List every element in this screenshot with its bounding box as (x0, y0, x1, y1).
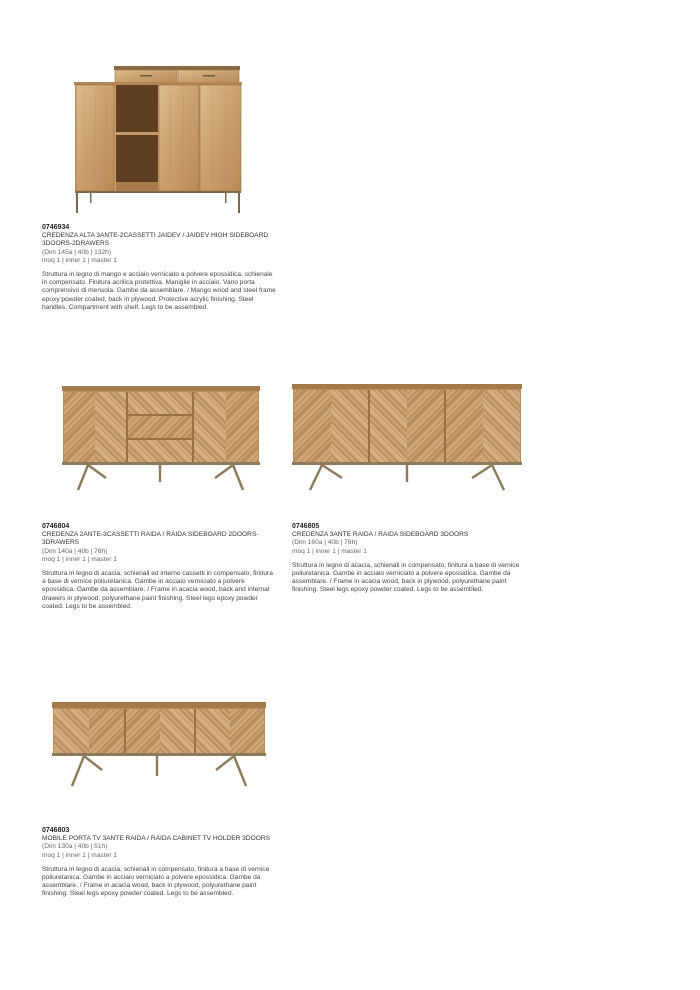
product-dimensions: (Dim 140a | 40b | 76h) (42, 547, 108, 555)
product-dimensions: (Dim 130a | 40b | 51h) (42, 843, 108, 851)
product-moq: moq 1 | inner 1 | master 1 (42, 256, 117, 264)
product-photo-raida-sideboard-2doors-3drawers (58, 382, 263, 497)
product-dimensions: (Dim 145a | 40b | 132h) (42, 248, 112, 256)
product-code: 0746805 (292, 523, 320, 530)
product-title: CREDENZA 2ANTE-3CASSETTI RAIDA / RAIDA SIDEBOARD 2DOORS-3DRAWERS (42, 531, 259, 547)
product-moq: moq 1 | inner 1 | master 1 (42, 555, 117, 563)
product-photo-raida-sideboard-3doors (288, 380, 526, 495)
product-title: CREDENZA 3ANTE RAIDA / RAIDA SIDEBOARD 3DOORS (292, 531, 469, 539)
product-moq: moq 1 | inner 1 | master 1 (292, 547, 367, 555)
product-description: Struttura in legno di acacia, schienali in compensato, finitura a base di vernice poliuretanica. Gambe in acciaio verniciato a polvere epossidica. Gambe da assemblare. / Frame in acacia wood, back in plywood, polyurethane paint finishing. Steel legs epoxy powder coated. Legs to be assembled. (42, 865, 270, 898)
product-code: 0746803 (42, 827, 70, 834)
product-description: Struttura in legno di mango e acciaio verniciato a polvere epossidica, schienale in compensato. Finitura acrilica protettiva. Maniglie in acciaio. Vano porta comprensivo di mensola. Gambe da assemblare. / Mango wood and steel frame epoxy powder coated, back in plywood. Protective acrylic finishing. Steel handles. Compartment with shelf. Legs to be assembled. (42, 271, 276, 311)
product-photo-jaidev-high-sideboard (70, 60, 250, 220)
product-code: 0746804 (42, 523, 70, 530)
product-description: Struttura in legno di acacia, schienali ed interno cassetti in compensato, finitura a base di vernice poliuretanica. Gambe in acciaio verniciato a polvere epossidica. Gambe da assemblare. / Frame in acacia wood, back and internal drawers in plywood, polyurethane paint finishing. Steel legs epoxy powder coated. Legs to be assembled. (42, 570, 273, 610)
product-code: 0746934 (42, 224, 70, 231)
product-photo-raida-tv-cabinet (50, 700, 268, 792)
product-description: Struttura in legno di acacia, schienali in compensato, finitura a base di vernice poliuretanica. Gambe in acciaio verniciato a polvere epossidica. Gambe da assemblare. / Frame in acacia wood, back in plywood, polyurethane paint finishing. Steel legs epoxy powder coated. Legs to be assembled. (292, 561, 520, 594)
product-title: CREDENZA ALTA 3ANTE-2CASSETTI JAIDEV / JAIDEV HIGH SIDEBOARD 3DOORS-2DRAWERS (42, 232, 269, 248)
product-dimensions: (Dim 160a | 40b | 76h) (292, 539, 358, 547)
product-title: MOBILE PORTA TV 3ANTE RAIDA / RAIDA CABINET TV HOLDER 3DOORS (42, 835, 271, 843)
product-moq: moq 1 | inner 1 | master 1 (42, 851, 117, 859)
